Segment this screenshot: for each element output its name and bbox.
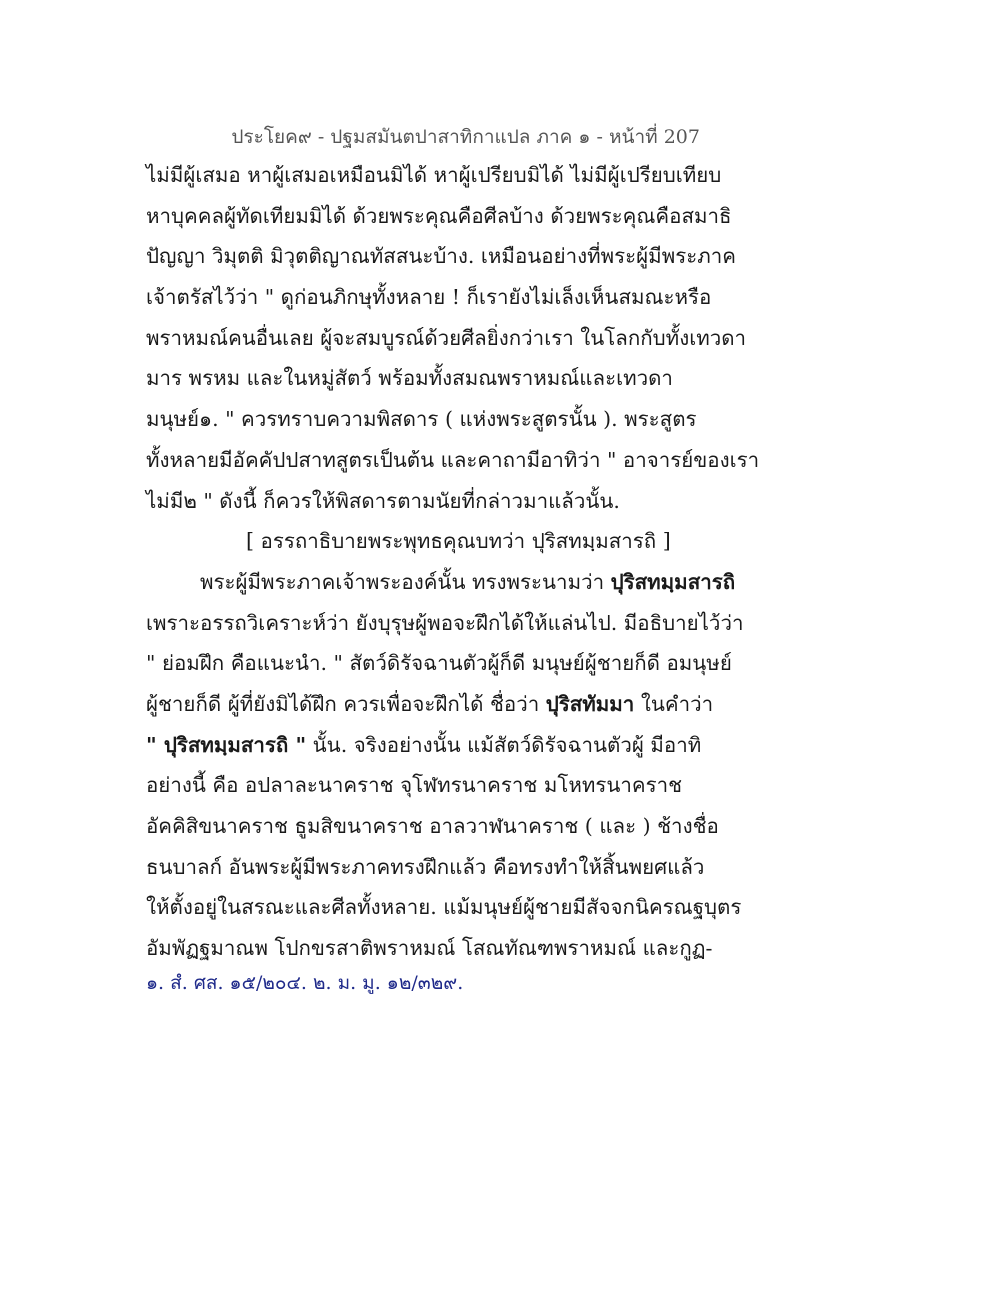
text-line: เจ้าตรัสไว้ว่า " ดูก่อนภิกษุทั้งหลาย ! ก็เรายังไม่เล็งเห็นสมณะหรือ — [146, 285, 712, 310]
bold-term: ปุริสทมฺมสารถิ — [610, 569, 736, 594]
text-line — [146, 562, 736, 603]
text-line: หาบุคคลผู้ทัดเทียมมิได้ ด้วยพระคุณคือศีลบ้าง ด้วยพระคุณคือสมาธิ — [146, 203, 732, 228]
section-heading: [ อรรถาธิบายพระพุทธคุณบทว่า ปุริสทมฺมสารถิ ] — [246, 529, 671, 554]
text-span: นั้น. จริงอย่างนั้น แม้สัตว์ดิรัจฉานตัวผู้ มีอาทิ — [306, 732, 702, 757]
text-span: ผู้ชายก็ดี ผู้ที่ยังมิได้ฝึก ควรเพื่อจะฝึกได้ ชื่อว่า — [146, 691, 546, 716]
text-line: ไม่มีผู้เสมอ หาผู้เสมอเหมือนมิได้ หาผู้เปรียบมิได้ ไม่มีผู้เปรียบเทียบ — [146, 163, 722, 187]
bold-term: " ปุริสทมฺมสารถิ " — [146, 732, 307, 757]
text-line: มาร พรหม และในหมู่สัตว์ พร้อมทั้งสมณพราหมณ์และเทวดา — [146, 366, 673, 391]
text-line: มนุษย์๑. " ควรทราบความพิสดาร ( แห่งพระสูตรนั้น ). พระสูตร — [146, 407, 697, 432]
text-line — [146, 725, 706, 766]
text-line: อัมพัฏฐมาณพ โปกขรสาติพราหมณ์ โสณทัณฑพราหมณ์ และกูฏ- — [146, 936, 713, 961]
text-span: ในคำว่า — [634, 691, 714, 716]
body-text — [146, 155, 760, 969]
text-line: อัคคิสิขนาคราช ธูมสิขนาคราช อาลวาฬนาคราช ( และ ) ช้างชื่อ — [146, 814, 719, 838]
text-line — [146, 684, 714, 725]
text-line: อย่างนี้ คือ อปลาละนาคราช จุโฬทรนาคราช มโหทรนาคราช — [146, 773, 683, 798]
text-line: ทั้งหลายมีอัคคัปปสาทสูตรเป็นต้น และคาถามีอาทิว่า " อาจารย์ของเรา — [146, 447, 760, 472]
text-line: ธนบาลก์ อันพระผู้มีพระภาคทรงฝึกแล้ว คือทรงทำให้สิ้นพยศแล้ว — [146, 854, 705, 879]
text-span: พระผู้มีพระภาคเจ้าพระองค์นั้น ทรงพระนามว่า — [200, 569, 611, 594]
text-line: เพราะอรรถวิเคราะห์ว่า ยังบุรุษผู้พอจะฝึกได้ให้แล่นไป. มีอธิบายไว้ว่า — [146, 610, 744, 635]
page-header: ประโยค๙ - ปฐมสมันตปาสาทิกาแปล ภาค ๑ - หน้าที่ 207 — [231, 126, 700, 148]
footnote: ๑. สํ. ศส. ๑๕/๒๐๔. ๒. ม. มู. ๑๒/๓๒๙. — [146, 972, 464, 994]
text-line: ไม่มี๒ " ดังนี้ ก็ควรให้พิสดารตามนัยที่กล่าวมาแล้วนั้น. — [146, 488, 620, 513]
text-line: " ย่อมฝึก คือแนะนำ. " สัตว์ดิรัจฉานตัวผู้ก็ดี มนุษย์ผู้ชายก็ดี อมนุษย์ — [146, 651, 732, 676]
text-line: ปัญญา วิมุตติ มิวุตติญาณทัสสนะบ้าง. เหมือนอย่างที่พระผู้มีพระภาค — [146, 244, 736, 269]
text-line: ให้ตั้งอยู่ในสรณะและศีลทั้งหลาย. แม้มนุษย์ผู้ชายมีสัจจกนิครณฐบุตร — [146, 895, 742, 920]
bold-term: ปุริสทัมมา — [545, 691, 635, 716]
text-line: พราหมณ์คนอื่นเลย ผู้จะสมบูรณ์ด้วยศีลยิ่งกว่าเรา ในโลกกับทั้งเทวดา — [146, 325, 747, 350]
